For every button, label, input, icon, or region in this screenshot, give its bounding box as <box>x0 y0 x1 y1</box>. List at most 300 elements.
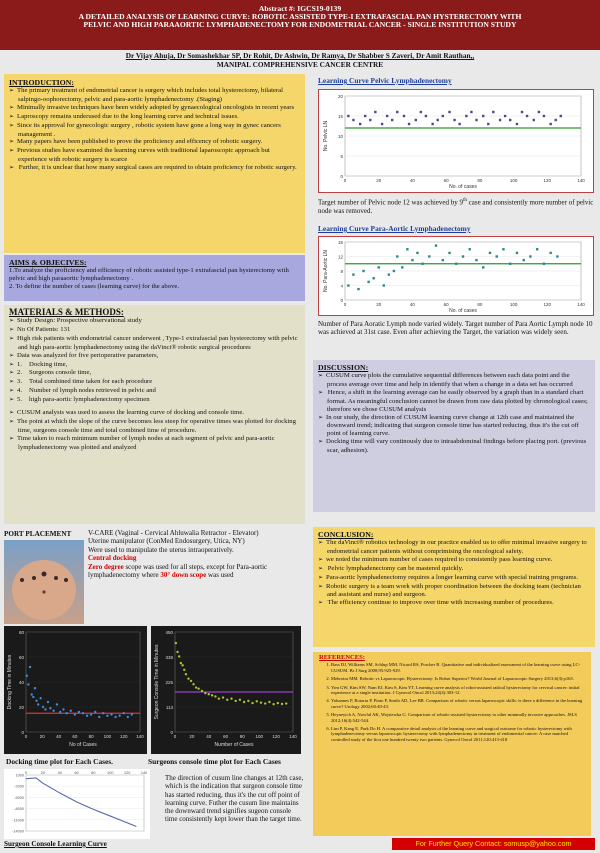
data-point <box>264 702 266 704</box>
data-point <box>378 266 380 268</box>
data-point <box>178 655 180 657</box>
discussion-item-2: ➢ Hence, a shift in the learning average can be easily observed by a graph than in a standard chart format. As meaningful conclusion cannot be drawn from raw data plotted by chronological cases; therefore we chose CUSUM analysis <box>318 389 590 414</box>
methods-item-1: ➢ Study Design: Prospective observational study <box>9 317 300 326</box>
port-placement-title: PORT PLACEMENT <box>4 530 72 538</box>
x-tick-label: 80 <box>477 302 483 307</box>
x-tick-label: 20 <box>40 771 45 775</box>
data-point <box>453 119 455 121</box>
y-tick-label: 20 <box>18 705 24 710</box>
methods-item-3: ➢ High risk patients with endometrial cancer underwent , Type-1 extrafascial pan hysterectomy with pelvic and high para-aortic lymphadenectomy using the daVinci® robotic surgical procedures <box>9 335 300 352</box>
intro-item-2: ➢ Minimally invasive techniques have been widely adopted by gynaecological oncologists in recent years <box>9 104 300 113</box>
data-point <box>521 111 523 113</box>
data-point <box>470 111 472 113</box>
y-tick-label: 0 <box>21 730 24 735</box>
y-tick-label: 1000 <box>15 773 24 778</box>
data-point <box>425 115 427 117</box>
parameter-text: Surgeons console time, <box>29 369 92 377</box>
data-point <box>211 694 213 696</box>
y-tick-label: 338 <box>165 655 173 660</box>
docking-caption: Docking time plot for Each Cases. <box>6 757 114 766</box>
data-point <box>201 690 203 692</box>
x-tick-label: 40 <box>57 771 62 775</box>
parameter-text: high para-aortic lymphadenectomy specimen <box>29 396 150 404</box>
data-point <box>230 697 232 699</box>
data-point <box>35 700 37 702</box>
data-point <box>52 710 54 712</box>
data-point <box>82 712 84 714</box>
data-point <box>415 119 417 121</box>
x-tick-label: 100 <box>107 771 114 775</box>
data-point <box>47 701 49 703</box>
x-tick-label: 100 <box>509 178 518 183</box>
x-tick-label: 120 <box>543 302 552 307</box>
docking-chart <box>4 626 147 754</box>
data-point <box>529 255 531 257</box>
x-tick-label: 60 <box>223 734 229 739</box>
y-axis-label: No. Para-Aortic LN <box>323 250 329 292</box>
data-point <box>431 123 433 125</box>
x-axis-label: No. of cases <box>449 184 477 190</box>
x-tick-label: 0 <box>24 771 28 775</box>
y-tick-label: 4 <box>340 283 343 289</box>
data-point <box>448 252 450 254</box>
data-point <box>214 695 216 697</box>
aims-heading: AIMS & OBJECIVES: <box>9 258 87 267</box>
methods-section <box>4 305 305 524</box>
data-point <box>502 248 504 250</box>
data-point <box>62 708 64 710</box>
data-point <box>74 713 76 715</box>
parameter-text: Docking time, <box>29 360 68 368</box>
y-tick-label: -14000 <box>12 829 24 834</box>
data-point <box>391 119 393 121</box>
data-point <box>374 111 376 113</box>
x-tick-label: 80 <box>477 178 483 183</box>
data-point <box>90 713 92 715</box>
data-point <box>401 266 403 268</box>
thirty-degree-text: 30° down scope <box>160 571 207 580</box>
data-point <box>185 673 187 675</box>
parameter-number: 5. <box>17 396 23 404</box>
reference-5: 5. Heyneyich A, Nowfal AK, Wojsiewka G. Comparison of robotic-assisted hysterectomy to other minimally invasive approaches. JSLS 2012;16(4):542-544. <box>331 712 585 723</box>
intro-item-6: ➢ Previous studies have examined the learning curves with traditional laparoscopic approach but experience with robotic surgery is scarce <box>9 147 300 164</box>
discussion-item-1: ➢ CUSUM curve plots the cumulative sequential differences between each data point and the process average over time and help in identify that when a change in a data set has occurred <box>318 372 590 389</box>
data-point <box>357 288 359 290</box>
data-point <box>364 115 366 117</box>
central-docking-text: Central docking <box>88 554 137 563</box>
data-point <box>369 119 371 121</box>
data-point <box>482 115 484 117</box>
data-point <box>442 115 444 117</box>
manipulate-text: Were used to manipulate the uterus intraoperatively. <box>88 545 234 554</box>
conclusion-heading: CONCLUSION: <box>318 530 374 539</box>
x-tick-label: 60 <box>443 302 449 307</box>
x-tick-label: 100 <box>509 302 518 307</box>
pelvic-caption-b: case and consistently more number of pelvic node was removed. <box>318 198 594 215</box>
data-point <box>27 683 29 685</box>
data-point <box>408 123 410 125</box>
y-tick-label: -11000 <box>12 818 24 823</box>
data-point <box>367 281 369 283</box>
conclusion-list <box>318 539 590 608</box>
data-point <box>396 111 398 113</box>
vcare-text: V-CARE (Vaginal - Cervical Ahluwalia Retractor - Elevator) <box>88 529 259 537</box>
y-tick-label: 16 <box>337 240 343 245</box>
x-tick-label: 140 <box>140 771 148 775</box>
introduction-heading: INTRODUCTION: <box>9 78 74 87</box>
conclusion-item-3: ➢ Pelvic lymphadenectomy can be mastered quickly. <box>318 565 590 574</box>
y-axis-label: No. Pelvic LN <box>323 120 329 152</box>
y-tick-label: 5 <box>340 154 343 159</box>
data-point <box>465 115 467 117</box>
x-tick-label: 140 <box>136 734 144 739</box>
data-point <box>285 702 287 704</box>
data-point <box>98 716 100 718</box>
data-point <box>489 252 491 254</box>
data-point <box>435 244 437 246</box>
poster-title-line-2: PELVIC AND HIGH PARAAORTIC LYMPHADENECTOMY FOR ENDOMETRIAL CANCER - SINGLE INSTITUTION STUDY <box>83 20 517 30</box>
data-point <box>499 119 501 121</box>
data-point <box>49 707 51 709</box>
data-point <box>195 686 197 688</box>
data-point <box>208 693 210 695</box>
port-placement-photo <box>4 540 84 624</box>
x-tick-label: 60 <box>443 178 449 183</box>
thirty-degree-rest: was used <box>206 571 234 580</box>
data-point <box>183 669 185 671</box>
y-tick-label: 0 <box>340 174 343 179</box>
y-axis-label: Surgeon Console Time in Minutes <box>154 644 160 720</box>
y-tick-label: 80 <box>18 630 24 635</box>
data-point <box>251 702 253 704</box>
data-point <box>26 675 28 677</box>
data-point <box>226 699 228 701</box>
data-point <box>197 687 199 689</box>
x-tick-label: 120 <box>272 734 280 739</box>
x-axis-label: Number of Cases <box>214 742 254 748</box>
data-point <box>455 263 457 265</box>
data-point <box>533 119 535 121</box>
scope-text <box>88 563 308 580</box>
x-tick-label: 100 <box>255 734 264 739</box>
abstract-number: Abstract #: IGCS19-0139 <box>258 4 342 13</box>
pelvic-chart-frame <box>318 89 594 193</box>
y-tick-label: 20 <box>337 94 343 99</box>
y-tick-label: 15 <box>337 114 343 119</box>
conclusion-item-1: ➢ The daVinci® robotics technology in our practice enabled us to offer minimal invasive surgery to endometrial cancer patients without comprimising the oncological safety. <box>318 539 590 556</box>
parameter-text: Number of lymph nodes retrieved in pelvic and <box>29 387 156 395</box>
data-point <box>420 111 422 113</box>
methods-heading: MATERIALS & METHODS: <box>9 307 124 317</box>
data-point <box>181 664 183 666</box>
x-tick-label: 20 <box>39 734 45 739</box>
x-tick-label: 60 <box>72 734 78 739</box>
data-point <box>381 123 383 125</box>
data-point <box>372 277 374 279</box>
pelvic-chart-title: Learning Curve Pelvic Lymphadenectomy <box>318 76 452 85</box>
data-point <box>131 713 133 715</box>
paraaortic-caption: Number of Para Aoratic Lymph node varied widely. Target number of Para Aortic Lymph node 10 was achieved at 31st case. Even after achieving the Target, the variation was widely seen. <box>318 320 593 337</box>
data-point <box>448 111 450 113</box>
discussion-heading: DISCUSSION: <box>318 363 369 372</box>
data-point <box>352 119 354 121</box>
methods-analysis-item-1: ➢ CUSUM analysis was used to assess the learning curve of docking and console time. <box>9 409 300 418</box>
data-point <box>32 696 34 698</box>
x-axis-label: No. of cases <box>449 308 477 314</box>
x-tick-label: 0 <box>173 734 177 739</box>
parameter-2 <box>9 369 300 378</box>
data-point <box>406 248 408 250</box>
y-axis-label: Docking Time in Minutes <box>7 654 13 710</box>
data-point <box>272 703 274 705</box>
data-point <box>114 716 116 718</box>
aims-section <box>4 255 305 301</box>
data-point <box>86 715 88 717</box>
data-point <box>192 683 194 685</box>
data-point <box>243 701 245 703</box>
x-tick-label: 40 <box>56 734 62 739</box>
discussion-section <box>313 360 595 512</box>
data-point <box>509 119 511 121</box>
data-point <box>176 651 178 653</box>
data-point <box>386 115 388 117</box>
data-point <box>522 259 524 261</box>
x-tick-label: 80 <box>88 734 94 739</box>
discussion-list <box>318 372 590 455</box>
discussion-item-4: ➢ Docking time will vary continously due to intraabdominal findings before placing port. (previous scar, adhesion). <box>318 438 590 455</box>
data-point <box>218 697 220 699</box>
methods-parameters <box>9 361 300 406</box>
cusum-chart <box>4 769 150 839</box>
data-point <box>469 248 471 250</box>
abdomen-photo-illustration <box>4 540 84 624</box>
data-point <box>39 697 41 699</box>
y-tick-label: -5000 <box>14 795 24 800</box>
data-point <box>352 273 354 275</box>
pelvic-caption-sup: th <box>462 198 467 203</box>
introduction-list <box>9 87 300 173</box>
data-point <box>393 270 395 272</box>
data-point <box>44 708 46 710</box>
zero-degree-rest: scope was used for all steps, except for Para-aortic lymphadenectomy where <box>88 562 268 580</box>
uterine-manipulator-text: Uterine manipulator (ConMed Endosurgery, Utica, NY) <box>88 537 245 546</box>
methods-list-a <box>9 317 300 361</box>
data-point <box>516 123 518 125</box>
data-point <box>458 123 460 125</box>
pelvic-caption <box>318 197 596 215</box>
x-tick-label: 80 <box>239 734 245 739</box>
parameter-number: 4. <box>17 387 23 395</box>
port-placement-text <box>88 529 308 624</box>
data-point <box>536 248 538 250</box>
y-tick-label: 60 <box>18 655 24 660</box>
data-point <box>260 701 262 703</box>
methods-analysis-item-2: ➢ The point at which the slope of the curve becomes less steep for operative times was plotted for docking time, surgeons console time and total combined time of procedure. <box>9 418 300 435</box>
data-point <box>180 662 182 664</box>
data-point <box>549 252 551 254</box>
data-point <box>492 111 494 113</box>
x-tick-label: 0 <box>24 734 28 739</box>
references-heading: REFERENCES: <box>319 654 365 661</box>
conclusion-item-6: ➢ The efficiency continue to improve over time with increasing number of procedures. <box>318 599 590 608</box>
cusum-caption: Surgeon Console Learning Curve <box>4 840 107 848</box>
data-point <box>234 700 236 702</box>
data-point <box>504 115 506 117</box>
data-point <box>268 701 270 703</box>
y-tick-label: 8 <box>340 269 343 274</box>
data-point <box>442 259 444 261</box>
data-point <box>42 706 44 708</box>
intro-item-5: ➢ Many papers have been published to prove the proficiency and efficency of robotic surgery. <box>9 138 300 147</box>
introduction-section <box>4 74 305 253</box>
y-tick-label: -2000 <box>14 784 24 789</box>
y-tick-label: 225 <box>165 680 173 685</box>
data-point <box>37 703 39 705</box>
parameter-number: 3. <box>17 378 23 386</box>
data-point <box>475 259 477 261</box>
data-point <box>29 666 31 668</box>
x-tick-label: 40 <box>409 178 415 183</box>
data-point <box>187 677 189 679</box>
data-point <box>549 123 551 125</box>
x-tick-label: 100 <box>103 734 112 739</box>
discussion-item-3: ➢ In our study, the direction of CUSUM learning curve change at 12th case and maintained the downward trend; indicating that surgeon console time has started reducing, thus it's the cut off point of learning curve. <box>318 414 590 439</box>
parameter-text: Total combined time taken for each procedure <box>29 378 153 386</box>
x-tick-label: 20 <box>376 302 382 307</box>
methods-item-2: ➢ No Of Patients: 131 <box>9 326 300 335</box>
x-tick-label: 40 <box>206 734 212 739</box>
x-tick-label: 0 <box>343 302 347 307</box>
data-point <box>482 266 484 268</box>
data-point <box>411 259 413 261</box>
parameter-5 <box>9 396 300 405</box>
data-point <box>118 715 120 717</box>
data-point <box>247 700 249 702</box>
reference-3: 3. Yim GW, Kim SW, Nam EJ, Kim S, Kim YT. Learning curve analysis of robot-assisted radical hysterectomy for cervical cancer: initial experience at a single institution. J Gynecol Oncol 2013;24(4):303-12. <box>331 685 585 696</box>
data-point <box>403 115 405 117</box>
data-point <box>526 115 528 117</box>
y-tick-label: 40 <box>18 680 24 685</box>
contact-query-banner: For Further Query Contact: somusp@yahoo.com <box>392 838 595 850</box>
x-tick-label: 20 <box>376 178 382 183</box>
conclusion-item-4: ➢ Para-aortic lymphadenectomy requires a longer learning curve with special training programs. <box>318 574 590 583</box>
y-tick-label: 450 <box>165 630 173 635</box>
methods-list-b <box>9 409 300 452</box>
data-point <box>347 115 349 117</box>
data-point <box>560 115 562 117</box>
aims-objective-2: 2. To define the number of cases (learning curve) for the above. <box>9 282 180 290</box>
data-point <box>34 687 36 689</box>
data-point <box>437 119 439 121</box>
cusum-chart-frame <box>4 769 150 839</box>
console-chart-frame <box>151 626 301 754</box>
methods-analysis-item-3: ➢ Time taken to reach minimum number of lymph nodes at each segment of pelvic and para-aortic lymphadenectomy was plotted and analyzed <box>9 435 300 452</box>
x-tick-label: 0 <box>343 178 347 183</box>
data-point <box>204 692 206 694</box>
intro-item-7: ➢ Further, it is unclear that how many surgical cases are required to obtain proficiency for robotic surgery. <box>9 164 300 173</box>
x-tick-label: 20 <box>189 734 195 739</box>
pelvic-chart <box>319 90 593 192</box>
data-point <box>359 123 361 125</box>
parameter-number: 1. <box>17 360 23 368</box>
parameter-1 <box>9 361 300 370</box>
data-point <box>190 680 192 682</box>
data-point <box>281 703 283 705</box>
x-tick-label: 40 <box>409 302 415 307</box>
data-point <box>123 712 125 714</box>
y-tick-label: 0 <box>170 730 173 735</box>
author-names: Dr Vijay Ahuja, Dr Somashekhar SP, Dr Rohit, Dr Ashwin, Dr Ramya, Dr Shabber S Zaveri, Dr Amit Rauthan,, <box>125 51 475 60</box>
reference-6: 6. Lim P, Kang E, Park Do H. A comparative detail analysis of the learning curve and surgical outcome for robotic hysterectomy with lymphadenectomy versus laparoscopic hysterectomy with lymphadenectomy in treatment of endometrial cancer: A case matched controlled study of the first one hundred twenty two patients. Gynecol Oncol 2011;120:413-418 <box>331 726 585 742</box>
y-tick-label: -8000 <box>14 807 24 812</box>
data-point <box>94 711 96 713</box>
references-list <box>319 662 585 742</box>
x-tick-label: 80 <box>91 771 96 775</box>
data-point <box>66 712 68 714</box>
intro-item-1: ➢ The primary treatment of endometrial cancer is surgery which includes total hysterectomy, bilateral salpingo-oophorectomy, pelvic and para-aortic lymphadenectomy .(Staging) <box>9 87 300 104</box>
data-point <box>428 255 430 257</box>
reference-1: 1. Bass DJ, Williams SM, Schlup MM, Nicard RS, Porcher R. Quantitative and individualized assessment of the learning curve using LC-CUSUM. Br J Surg 2008;95:925-929. <box>331 662 585 673</box>
data-point <box>396 255 398 257</box>
data-point <box>388 273 390 275</box>
references-section <box>313 652 591 836</box>
data-point <box>383 284 385 286</box>
zero-degree-text: Zero degree <box>88 562 124 571</box>
y-tick-label: 12 <box>337 254 343 260</box>
paraaortic-chart-frame <box>318 236 594 316</box>
data-point <box>102 712 104 714</box>
data-point <box>543 263 545 265</box>
console-chart <box>151 626 301 754</box>
data-point <box>56 703 58 705</box>
data-point <box>59 711 61 713</box>
data-point <box>556 255 558 257</box>
x-tick-label: 120 <box>123 771 131 775</box>
reference-2: 2. Mehrotra MM. Robotic vs Laparoscopic Hysterectomy: Is Robot Superior? World Journal of Laparoscopic Surgery 2013;6(3):p163. <box>331 676 585 681</box>
paraaortic-chart <box>319 237 593 315</box>
data-point <box>110 713 112 715</box>
data-point <box>347 284 349 286</box>
x-tick-label: 140 <box>577 178 585 183</box>
aims-objective-1: 1.To analyze the proficiency and efficiency of robotic assisted type-1 extrafascial pan hysterectomy with pelvic and high paraaortic lymphadenectomy . <box>9 267 289 282</box>
cusum-text: The direction of cusum line changes at 12th case, which is the indication that surgeon console time has started reducing, thus it's the cut off point of learning curve. Futher the cusum line maintains the downward trend signifies sugeon console time consistently kept lower than the target time. <box>165 774 304 824</box>
authors-block <box>0 50 600 72</box>
data-point <box>555 119 557 121</box>
console-caption: Surgeons console time plot for Each Cases <box>148 757 281 766</box>
data-point <box>78 711 80 713</box>
data-point <box>31 693 33 695</box>
poster-title-line-1: A DETAILED ANALYSIS OF LEARNING CURVE: ROBOTIC ASSISTED TYPE-I EXTRAFASCIAL PAN HYSTERECTOMY WITH <box>78 12 522 22</box>
intro-item-3: ➢ Laproscopy remains underused due to the long learning curve and technical issues. <box>9 113 300 122</box>
data-point <box>543 115 545 117</box>
conclusion-item-5: ➢ Robotic surgery is a team work with proper coordination between the docking team (technician and assistant and nurse) and surgeon. <box>318 583 590 600</box>
conclusion-item-2: ➢ we noted the minimum number of cases required to consistently pass learning curve. <box>318 556 590 565</box>
parameter-4 <box>9 387 300 396</box>
x-axis-label: No of Cases <box>69 742 97 748</box>
data-point <box>509 263 511 265</box>
docking-chart-frame <box>4 626 147 754</box>
parameter-3 <box>9 378 300 387</box>
data-point <box>487 123 489 125</box>
data-point <box>175 642 177 644</box>
paraaortic-chart-title: Learning Curve Para-Aortic Lymphadenectomy <box>318 224 471 233</box>
data-point <box>277 702 279 704</box>
institution: MANIPAL COMPREHENSIVE CANCER CENTRE <box>216 59 384 69</box>
data-point <box>516 252 518 254</box>
x-tick-label: 120 <box>543 178 552 183</box>
data-point <box>538 111 540 113</box>
data-point <box>106 715 108 717</box>
